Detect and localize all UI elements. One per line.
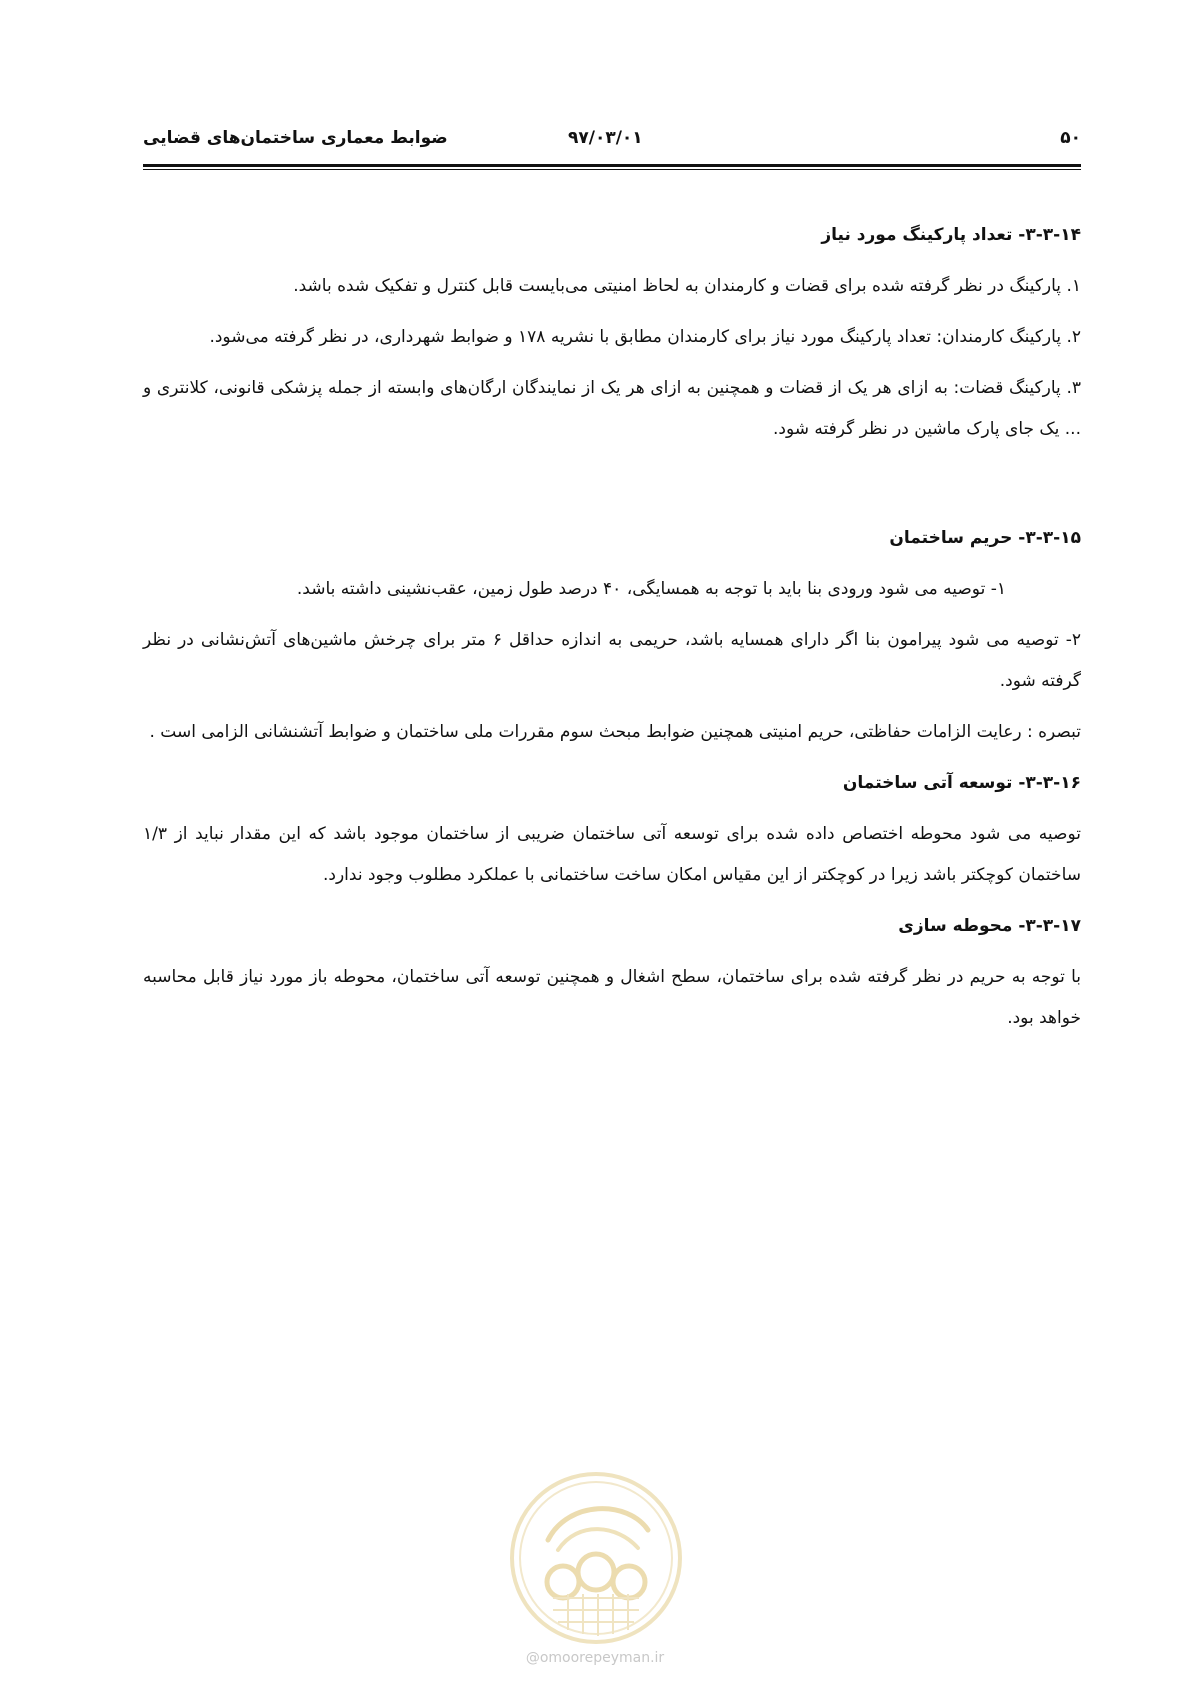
body-paragraph: با توجه به حریم در نظر گرفته شده برای ساختمان، سطح اشغال و همچنین توسعه آتی ساختمان، محوطه باز مورد نیاز قابل محاسبه خواهد بود. [143, 967, 1081, 1028]
page-number: ۵۰ [1060, 128, 1081, 148]
header-rule-thin [143, 169, 1081, 170]
page-header [143, 128, 1081, 150]
page-content [143, 215, 1081, 1049]
section-heading-landscaping: ۳-۳-۱۷- محوطه سازی [898, 916, 1081, 936]
section-spacer [143, 460, 1081, 518]
header-rule-thick [143, 164, 1081, 167]
document-date: ۹۷/۰۳/۰۱ [568, 128, 643, 148]
watermark-logo-icon [508, 1470, 684, 1646]
section-heading-future-expansion: ۳-۳-۱۶- توسعه آتی ساختمان [842, 773, 1081, 793]
list-item: ۳. پارکینگ قضات: به ازای هر یک از قضات و همچنین به ازای هر یک از نمایندگان ارگان‌های وابسته از جمله پزشکی قانونی، کلانتری و ... یک جای پارک ماشین در نظر گرفته شود. [143, 378, 1081, 439]
list-item: ۱- توصیه می شود ورودی بنا باید با توجه به همسایگی، ۴۰ درصد طول زمین، عقب‌نشینی داشته باشد. [296, 579, 1006, 599]
note-paragraph: تبصره : رعایت الزامات حفاظتی، حریم امنیتی همچنین ضوابط مبحث سوم مقررات ملی ساختمان و ضوابط آتشنشانی الزامی است . [149, 722, 1081, 742]
section-heading-building-setback: ۳-۳-۱۵- حریم ساختمان [889, 528, 1081, 548]
watermark-url: @omoorepeyman.ir [525, 1650, 665, 1666]
list-item: ۲- توصیه می شود پیرامون بنا اگر دارای همسایه باشد، حریمی به اندازه حداقل ۶ متر برای چرخش ماشین‌های آتش‌نشانی در نظر گرفته شود. [143, 630, 1081, 691]
section-heading-parking: ۳-۳-۱۴- تعداد پارکینگ مورد نیاز [821, 225, 1081, 245]
list-item: ۲. پارکینگ کارمندان: تعداد پارکینگ مورد نیاز برای کارمندان مطابق با نشریه ۱۷۸ و ضوابط شهرداری، در نظر گرفته می‌شود. [209, 327, 1081, 347]
body-paragraph: توصیه می شود محوطه اختصاص داده شده برای توسعه آتی ساختمان ضریبی از ساختمان موجود باشد که این مقدار نباید از ۱/۳ ساختمان کوچکتر باشد زیرا در کوچکتر از این مقیاس امکان ساخت ساختمانی با عملکرد مطلوب وجود ندارد. [143, 824, 1081, 885]
document-title: ضوابط معماری ساختمان‌های قضایی [143, 128, 448, 148]
list-item: ۱. پارکینگ در نظر گرفته شده برای قضات و کارمندان به لحاظ امنیتی می‌بایست قابل کنترل و تفکیک شده باشد. [293, 276, 1081, 296]
